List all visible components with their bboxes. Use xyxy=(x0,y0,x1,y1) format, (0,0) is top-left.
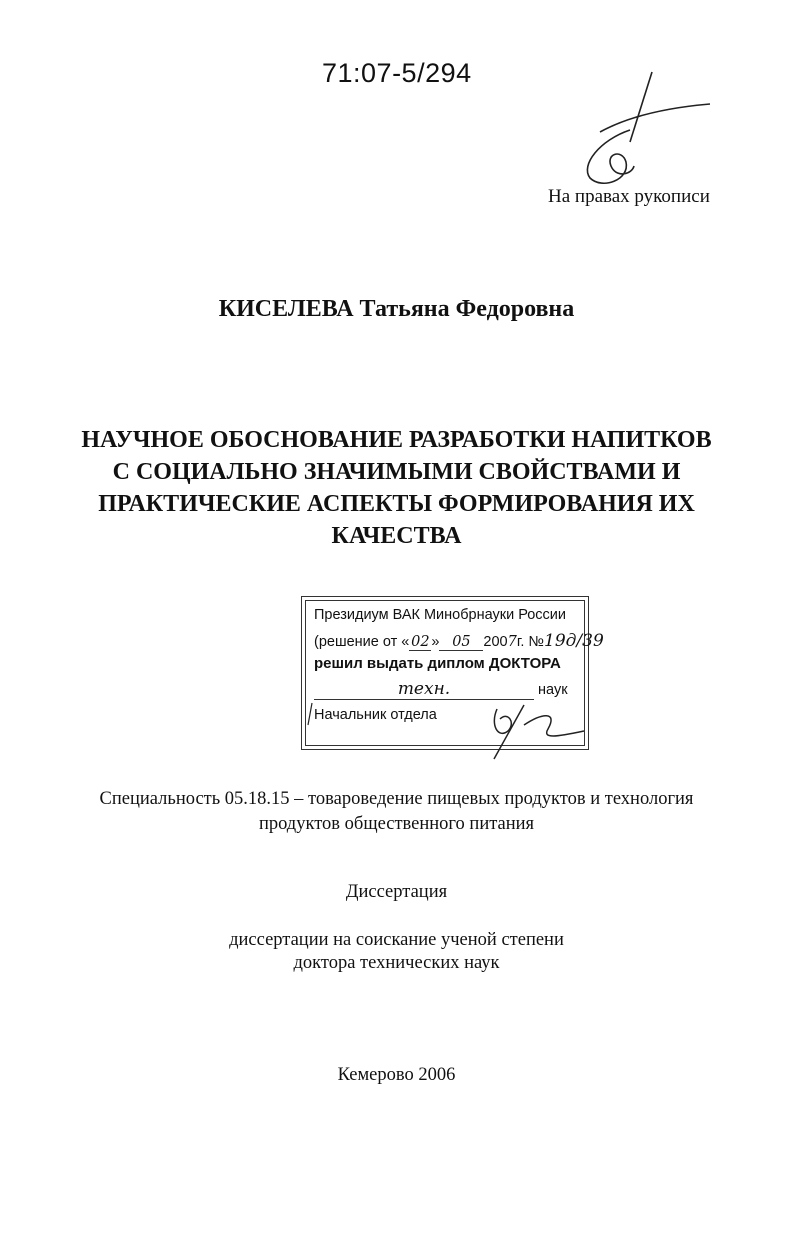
degree-block xyxy=(0,929,793,975)
stamp-year-prefix: 200 xyxy=(483,634,508,650)
specialty-line-1: Специальность 05.18.15 – товароведение пищевых продуктов и технология xyxy=(99,789,694,809)
stamp-line-diploma: решил выдать диплом ДОКТОРА xyxy=(314,655,561,672)
stamp-year-digit: 7 xyxy=(507,634,517,650)
title-line-4: КАЧЕСТВА xyxy=(331,523,462,549)
title-line-2: С СОЦИАЛЬНО ЗНАЧИМЫМИ СВОЙСТВАМИ И xyxy=(112,459,681,485)
stamp-field: техн. xyxy=(314,679,534,700)
stamp-quote-close: » xyxy=(431,634,440,650)
specialty-line-2: продуктов общественного питания xyxy=(258,814,535,834)
specialty-block xyxy=(0,787,793,837)
city-year: Кемерово 2006 xyxy=(337,1065,456,1085)
degree-line-2: доктора технических наук xyxy=(293,953,500,973)
stamp-science-word: наук xyxy=(538,682,568,698)
stamp-month: 05 xyxy=(439,634,483,651)
author-name: КИСЕЛЕВА Татьяна Федоровна xyxy=(218,296,575,322)
stamp-signature xyxy=(302,597,602,767)
stamp-number: 19д/39 xyxy=(544,631,604,651)
stamp-line-presidium: Президиум ВАК Минобрнауки России xyxy=(314,607,567,623)
catalog-number: 71:07-5/294 xyxy=(322,58,472,88)
stamp-line-head: Начальник отдела xyxy=(314,707,437,723)
stamp-number-label: г. № xyxy=(516,634,544,650)
signature-mark xyxy=(560,70,720,190)
stamp-decision-prefix: (решение от « xyxy=(314,634,410,650)
vak-stamp xyxy=(301,596,604,750)
work-type: Диссертация xyxy=(345,882,448,902)
manuscript-note: На правах рукописи xyxy=(548,186,710,207)
title-line-3: ПРАКТИЧЕСКИЕ АСПЕКТЫ ФОРМИРОВАНИЯ ИХ xyxy=(98,491,695,517)
stamp-day: 02 xyxy=(411,634,430,650)
title-line-1: НАУЧНОЕ ОБОСНОВАНИЕ РАЗРАБОТКИ НАПИТКОВ xyxy=(81,427,712,453)
degree-line-1: диссертации на соискание ученой степени xyxy=(229,930,564,950)
